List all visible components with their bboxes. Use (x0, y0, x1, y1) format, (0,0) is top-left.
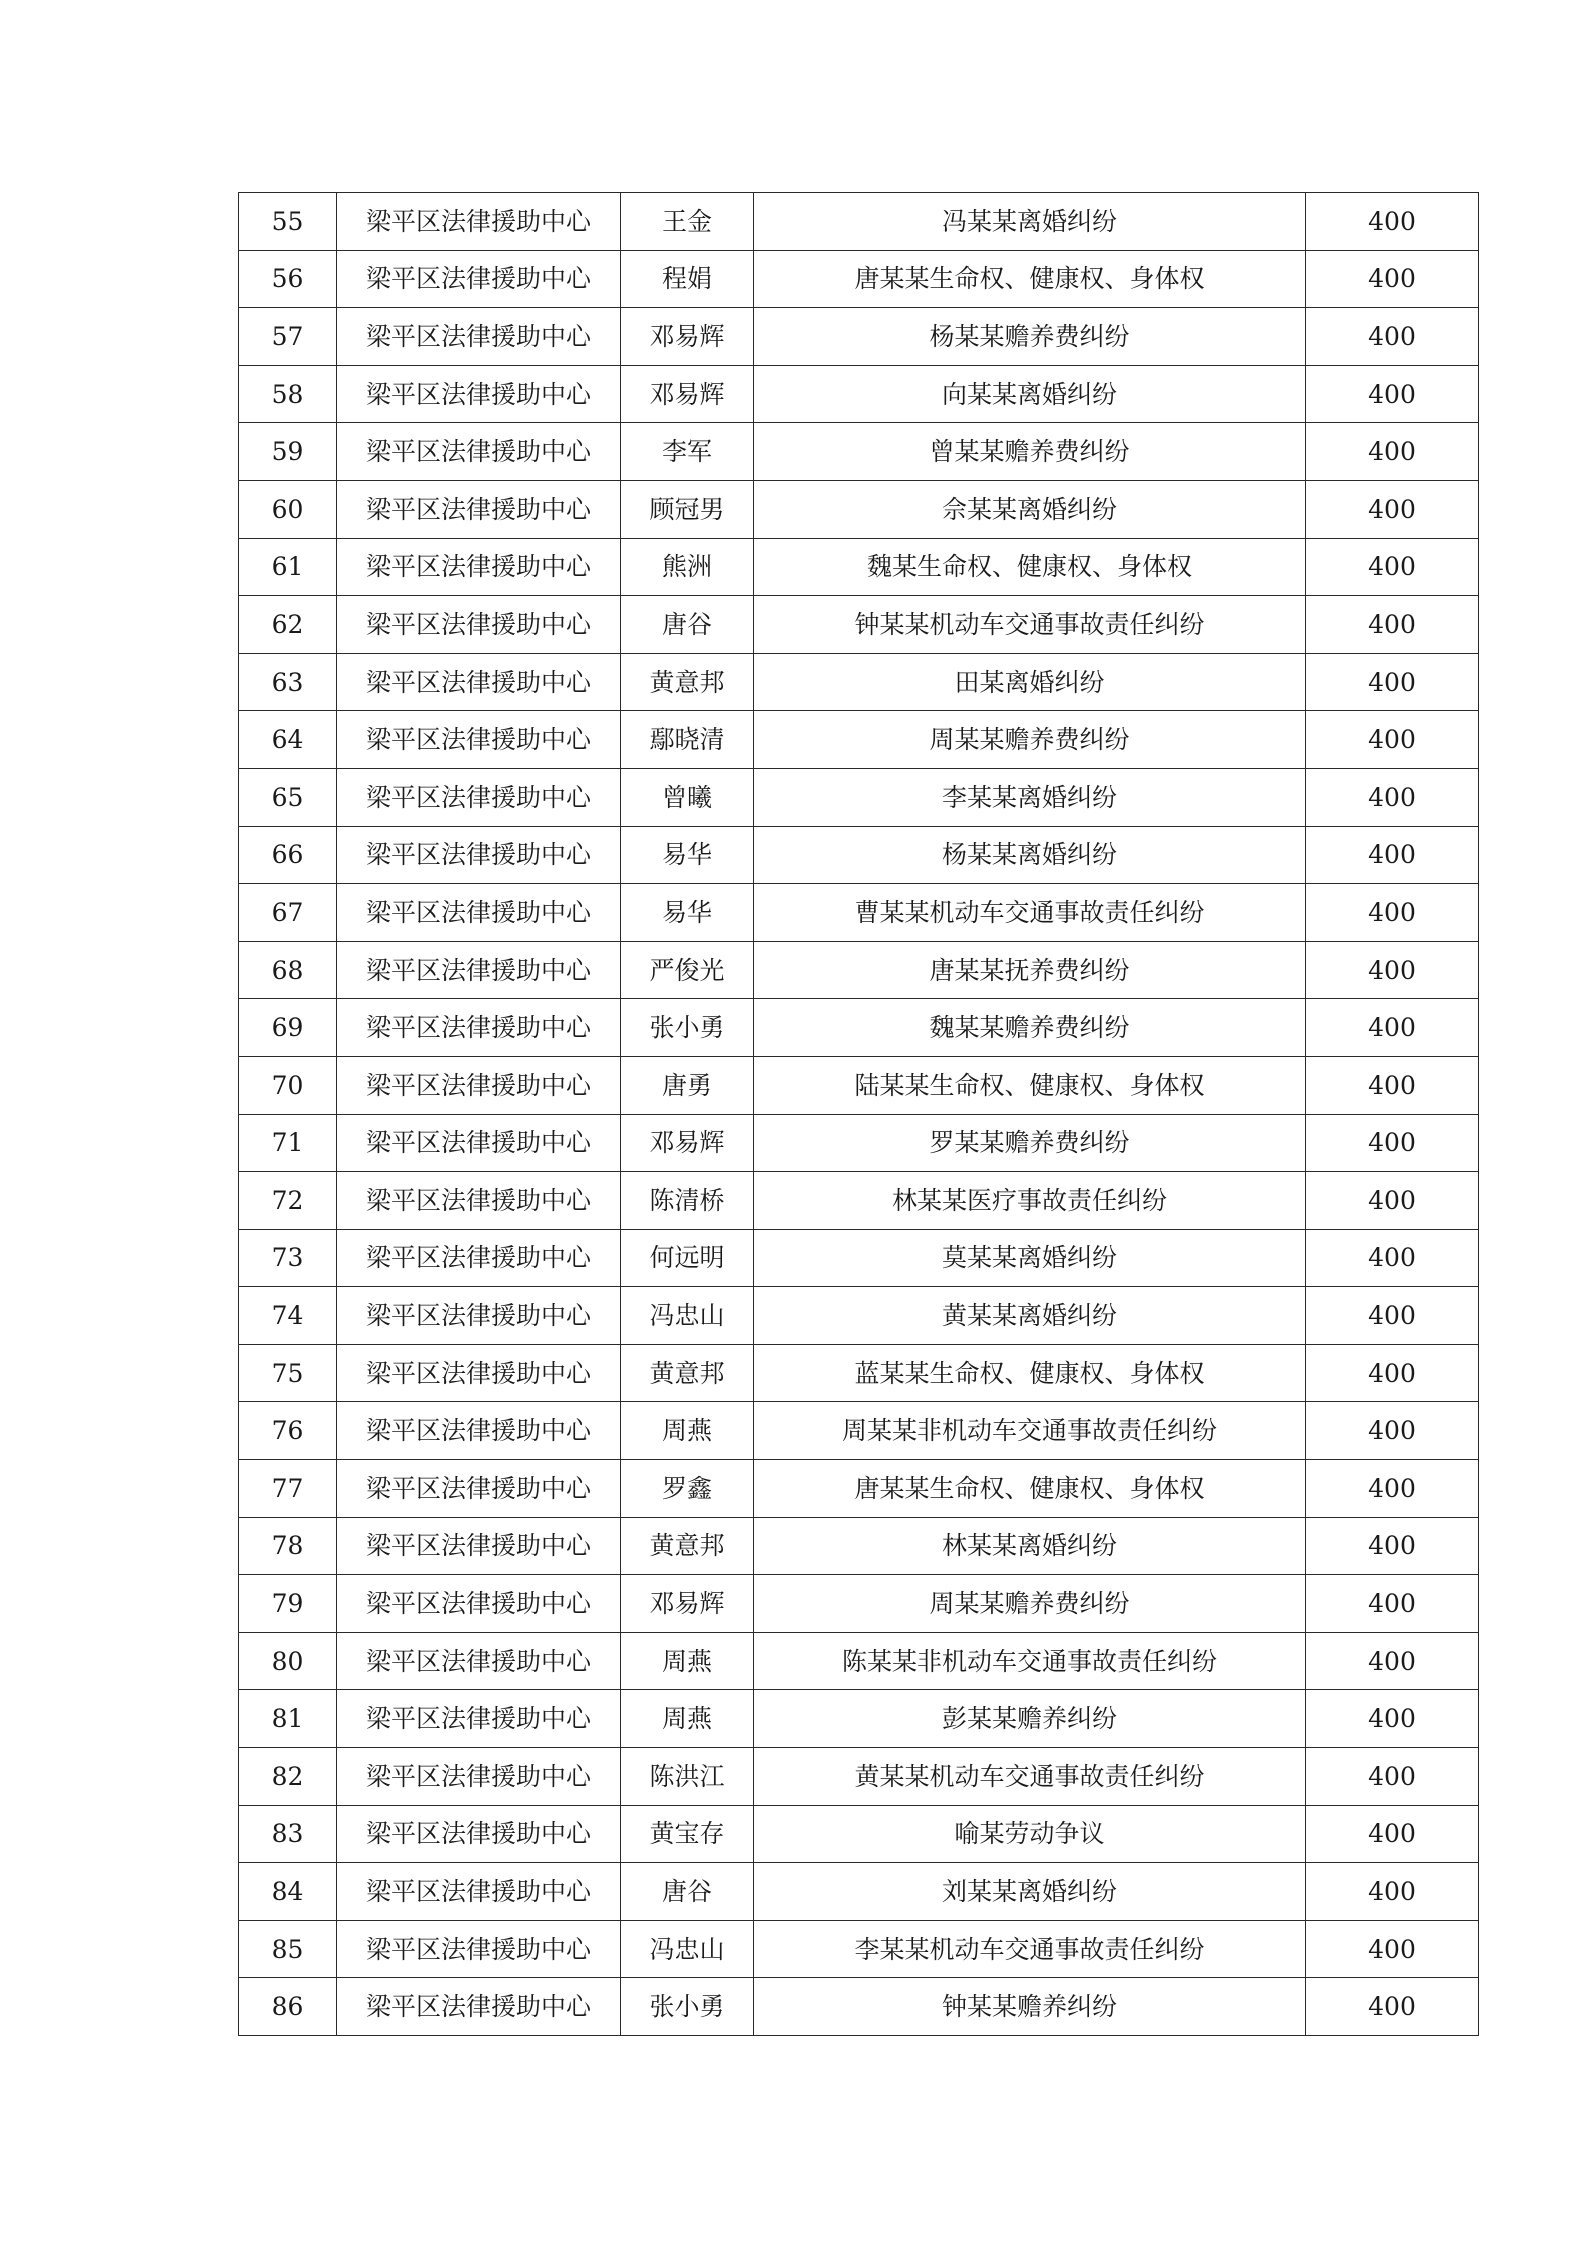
lawyer-name-cell: 熊洲 (621, 538, 754, 596)
subsidy-amount-cell: 400 (1306, 768, 1479, 826)
row-number-cell: 71 (239, 1114, 337, 1172)
subsidy-amount-cell: 400 (1306, 480, 1479, 538)
subsidy-amount-cell: 400 (1306, 1460, 1479, 1518)
row-number-cell: 82 (239, 1748, 337, 1806)
row-number-cell: 67 (239, 884, 337, 942)
case-name-cell: 魏某生命权、健康权、身体权 (754, 538, 1306, 596)
case-name-cell: 钟某某赡养纠纷 (754, 1978, 1306, 2036)
organization-cell: 梁平区法律援助中心 (337, 884, 621, 942)
case-name-cell: 田某离婚纠纷 (754, 653, 1306, 711)
row-number-cell: 59 (239, 423, 337, 481)
case-name-cell: 陆某某生命权、健康权、身体权 (754, 1056, 1306, 1114)
table-row (239, 1978, 1479, 2036)
lawyer-name-cell: 周燕 (621, 1402, 754, 1460)
subsidy-amount-cell: 400 (1306, 1920, 1479, 1978)
subsidy-amount-cell: 400 (1306, 653, 1479, 711)
row-number-cell: 62 (239, 596, 337, 654)
organization-cell: 梁平区法律援助中心 (337, 1978, 621, 2036)
lawyer-name-cell: 邓易辉 (621, 1114, 754, 1172)
organization-cell: 梁平区法律援助中心 (337, 999, 621, 1057)
case-name-cell: 佘某某离婚纠纷 (754, 480, 1306, 538)
row-number-cell: 64 (239, 711, 337, 769)
case-name-cell: 李某某离婚纠纷 (754, 768, 1306, 826)
subsidy-amount-cell: 400 (1306, 1690, 1479, 1748)
case-fee-table (238, 192, 1479, 2036)
organization-cell: 梁平区法律援助中心 (337, 423, 621, 481)
organization-cell: 梁平区法律援助中心 (337, 1287, 621, 1345)
case-name-cell: 罗某某赡养费纠纷 (754, 1114, 1306, 1172)
case-name-cell: 周某某赡养费纠纷 (754, 711, 1306, 769)
organization-cell: 梁平区法律援助中心 (337, 193, 621, 251)
table-row (239, 308, 1479, 366)
table-row (239, 596, 1479, 654)
subsidy-amount-cell: 400 (1306, 1172, 1479, 1230)
organization-cell: 梁平区法律援助中心 (337, 596, 621, 654)
case-name-cell: 蓝某某生命权、健康权、身体权 (754, 1344, 1306, 1402)
subsidy-amount-cell: 400 (1306, 1344, 1479, 1402)
row-number-cell: 57 (239, 308, 337, 366)
row-number-cell: 84 (239, 1863, 337, 1921)
case-name-cell: 黄某某离婚纠纷 (754, 1287, 1306, 1345)
lawyer-name-cell: 黄意邦 (621, 1517, 754, 1575)
table-body (239, 193, 1479, 2036)
subsidy-amount-cell: 400 (1306, 1863, 1479, 1921)
subsidy-amount-cell: 400 (1306, 1056, 1479, 1114)
table-row (239, 1056, 1479, 1114)
row-number-cell: 65 (239, 768, 337, 826)
organization-cell: 梁平区法律援助中心 (337, 1344, 621, 1402)
lawyer-name-cell: 曾曦 (621, 768, 754, 826)
lawyer-name-cell: 冯忠山 (621, 1287, 754, 1345)
lawyer-name-cell: 陈清桥 (621, 1172, 754, 1230)
legal-aid-case-table (238, 192, 1479, 2036)
lawyer-name-cell: 邓易辉 (621, 365, 754, 423)
subsidy-amount-cell: 400 (1306, 596, 1479, 654)
subsidy-amount-cell: 400 (1306, 884, 1479, 942)
table-row (239, 1114, 1479, 1172)
organization-cell: 梁平区法律援助中心 (337, 768, 621, 826)
case-name-cell: 林某某医疗事故责任纠纷 (754, 1172, 1306, 1230)
case-name-cell: 李某某机动车交通事故责任纠纷 (754, 1920, 1306, 1978)
lawyer-name-cell: 张小勇 (621, 999, 754, 1057)
subsidy-amount-cell: 400 (1306, 1114, 1479, 1172)
subsidy-amount-cell: 400 (1306, 365, 1479, 423)
row-number-cell: 83 (239, 1805, 337, 1863)
row-number-cell: 74 (239, 1287, 337, 1345)
subsidy-amount-cell: 400 (1306, 1632, 1479, 1690)
case-name-cell: 杨某某离婚纠纷 (754, 826, 1306, 884)
lawyer-name-cell: 周燕 (621, 1632, 754, 1690)
row-number-cell: 73 (239, 1229, 337, 1287)
organization-cell: 梁平区法律援助中心 (337, 480, 621, 538)
lawyer-name-cell: 周燕 (621, 1690, 754, 1748)
subsidy-amount-cell: 400 (1306, 1575, 1479, 1633)
organization-cell: 梁平区法律援助中心 (337, 1114, 621, 1172)
organization-cell: 梁平区法律援助中心 (337, 1517, 621, 1575)
table-row (239, 193, 1479, 251)
organization-cell: 梁平区法律援助中心 (337, 1920, 621, 1978)
row-number-cell: 77 (239, 1460, 337, 1518)
table-row (239, 653, 1479, 711)
table-row (239, 1517, 1479, 1575)
lawyer-name-cell: 黄宝存 (621, 1805, 754, 1863)
table-row (239, 999, 1479, 1057)
case-name-cell: 曹某某机动车交通事故责任纠纷 (754, 884, 1306, 942)
subsidy-amount-cell: 400 (1306, 1287, 1479, 1345)
lawyer-name-cell: 严俊光 (621, 941, 754, 999)
subsidy-amount-cell: 400 (1306, 1748, 1479, 1806)
table-row (239, 423, 1479, 481)
lawyer-name-cell: 邓易辉 (621, 308, 754, 366)
lawyer-name-cell: 陈洪江 (621, 1748, 754, 1806)
case-name-cell: 喻某劳动争议 (754, 1805, 1306, 1863)
organization-cell: 梁平区法律援助中心 (337, 941, 621, 999)
row-number-cell: 72 (239, 1172, 337, 1230)
organization-cell: 梁平区法律援助中心 (337, 711, 621, 769)
table-row (239, 1748, 1479, 1806)
case-name-cell: 周某某非机动车交通事故责任纠纷 (754, 1402, 1306, 1460)
table-row (239, 941, 1479, 999)
lawyer-name-cell: 唐谷 (621, 1863, 754, 1921)
table-row (239, 826, 1479, 884)
subsidy-amount-cell: 400 (1306, 250, 1479, 308)
case-name-cell: 魏某某赡养费纠纷 (754, 999, 1306, 1057)
subsidy-amount-cell: 400 (1306, 826, 1479, 884)
subsidy-amount-cell: 400 (1306, 1805, 1479, 1863)
row-number-cell: 86 (239, 1978, 337, 2036)
row-number-cell: 55 (239, 193, 337, 251)
row-number-cell: 60 (239, 480, 337, 538)
table-row (239, 1344, 1479, 1402)
lawyer-name-cell: 鄢晓清 (621, 711, 754, 769)
organization-cell: 梁平区法律援助中心 (337, 1172, 621, 1230)
table-row (239, 1863, 1479, 1921)
row-number-cell: 76 (239, 1402, 337, 1460)
subsidy-amount-cell: 400 (1306, 941, 1479, 999)
table-row (239, 1287, 1479, 1345)
organization-cell: 梁平区法律援助中心 (337, 1460, 621, 1518)
subsidy-amount-cell: 400 (1306, 193, 1479, 251)
organization-cell: 梁平区法律援助中心 (337, 538, 621, 596)
subsidy-amount-cell: 400 (1306, 538, 1479, 596)
table-row (239, 884, 1479, 942)
row-number-cell: 56 (239, 250, 337, 308)
organization-cell: 梁平区法律援助中心 (337, 1863, 621, 1921)
organization-cell: 梁平区法律援助中心 (337, 1632, 621, 1690)
table-row (239, 250, 1479, 308)
subsidy-amount-cell: 400 (1306, 1402, 1479, 1460)
organization-cell: 梁平区法律援助中心 (337, 826, 621, 884)
subsidy-amount-cell: 400 (1306, 308, 1479, 366)
row-number-cell: 81 (239, 1690, 337, 1748)
organization-cell: 梁平区法律援助中心 (337, 653, 621, 711)
table-row (239, 480, 1479, 538)
row-number-cell: 69 (239, 999, 337, 1057)
organization-cell: 梁平区法律援助中心 (337, 1402, 621, 1460)
organization-cell: 梁平区法律援助中心 (337, 1748, 621, 1806)
lawyer-name-cell: 黄意邦 (621, 653, 754, 711)
organization-cell: 梁平区法律援助中心 (337, 308, 621, 366)
lawyer-name-cell: 易华 (621, 826, 754, 884)
case-name-cell: 冯某某离婚纠纷 (754, 193, 1306, 251)
table-row (239, 1632, 1479, 1690)
table-row (239, 768, 1479, 826)
row-number-cell: 79 (239, 1575, 337, 1633)
case-name-cell: 曾某某赡养费纠纷 (754, 423, 1306, 481)
case-name-cell: 唐某某抚养费纠纷 (754, 941, 1306, 999)
lawyer-name-cell: 张小勇 (621, 1978, 754, 2036)
subsidy-amount-cell: 400 (1306, 423, 1479, 481)
case-name-cell: 杨某某赡养费纠纷 (754, 308, 1306, 366)
case-name-cell: 向某某离婚纠纷 (754, 365, 1306, 423)
lawyer-name-cell: 李军 (621, 423, 754, 481)
organization-cell: 梁平区法律援助中心 (337, 365, 621, 423)
lawyer-name-cell: 冯忠山 (621, 1920, 754, 1978)
case-name-cell: 彭某某赡养纠纷 (754, 1690, 1306, 1748)
row-number-cell: 80 (239, 1632, 337, 1690)
case-name-cell: 周某某赡养费纠纷 (754, 1575, 1306, 1633)
lawyer-name-cell: 王金 (621, 193, 754, 251)
table-row (239, 1402, 1479, 1460)
lawyer-name-cell: 罗鑫 (621, 1460, 754, 1518)
lawyer-name-cell: 唐谷 (621, 596, 754, 654)
row-number-cell: 78 (239, 1517, 337, 1575)
row-number-cell: 68 (239, 941, 337, 999)
table-row (239, 1920, 1479, 1978)
table-row (239, 711, 1479, 769)
lawyer-name-cell: 唐勇 (621, 1056, 754, 1114)
subsidy-amount-cell: 400 (1306, 1978, 1479, 2036)
case-name-cell: 陈某某非机动车交通事故责任纠纷 (754, 1632, 1306, 1690)
row-number-cell: 63 (239, 653, 337, 711)
case-name-cell: 唐某某生命权、健康权、身体权 (754, 1460, 1306, 1518)
row-number-cell: 75 (239, 1344, 337, 1402)
organization-cell: 梁平区法律援助中心 (337, 1229, 621, 1287)
table-row (239, 1460, 1479, 1518)
organization-cell: 梁平区法律援助中心 (337, 250, 621, 308)
subsidy-amount-cell: 400 (1306, 1517, 1479, 1575)
subsidy-amount-cell: 400 (1306, 711, 1479, 769)
row-number-cell: 61 (239, 538, 337, 596)
lawyer-name-cell: 程娟 (621, 250, 754, 308)
organization-cell: 梁平区法律援助中心 (337, 1575, 621, 1633)
organization-cell: 梁平区法律援助中心 (337, 1805, 621, 1863)
lawyer-name-cell: 黄意邦 (621, 1344, 754, 1402)
organization-cell: 梁平区法律援助中心 (337, 1056, 621, 1114)
table-row (239, 1575, 1479, 1633)
table-row (239, 538, 1479, 596)
row-number-cell: 58 (239, 365, 337, 423)
lawyer-name-cell: 何远明 (621, 1229, 754, 1287)
case-name-cell: 莫某某离婚纠纷 (754, 1229, 1306, 1287)
table-row (239, 1805, 1479, 1863)
lawyer-name-cell: 顾冠男 (621, 480, 754, 538)
row-number-cell: 70 (239, 1056, 337, 1114)
row-number-cell: 66 (239, 826, 337, 884)
row-number-cell: 85 (239, 1920, 337, 1978)
case-name-cell: 林某某离婚纠纷 (754, 1517, 1306, 1575)
organization-cell: 梁平区法律援助中心 (337, 1690, 621, 1748)
table-row (239, 1690, 1479, 1748)
subsidy-amount-cell: 400 (1306, 1229, 1479, 1287)
table-row (239, 1229, 1479, 1287)
lawyer-name-cell: 邓易辉 (621, 1575, 754, 1633)
lawyer-name-cell: 易华 (621, 884, 754, 942)
table-row (239, 1172, 1479, 1230)
case-name-cell: 钟某某机动车交通事故责任纠纷 (754, 596, 1306, 654)
table-row (239, 365, 1479, 423)
case-name-cell: 唐某某生命权、健康权、身体权 (754, 250, 1306, 308)
subsidy-amount-cell: 400 (1306, 999, 1479, 1057)
case-name-cell: 刘某某离婚纠纷 (754, 1863, 1306, 1921)
case-name-cell: 黄某某机动车交通事故责任纠纷 (754, 1748, 1306, 1806)
